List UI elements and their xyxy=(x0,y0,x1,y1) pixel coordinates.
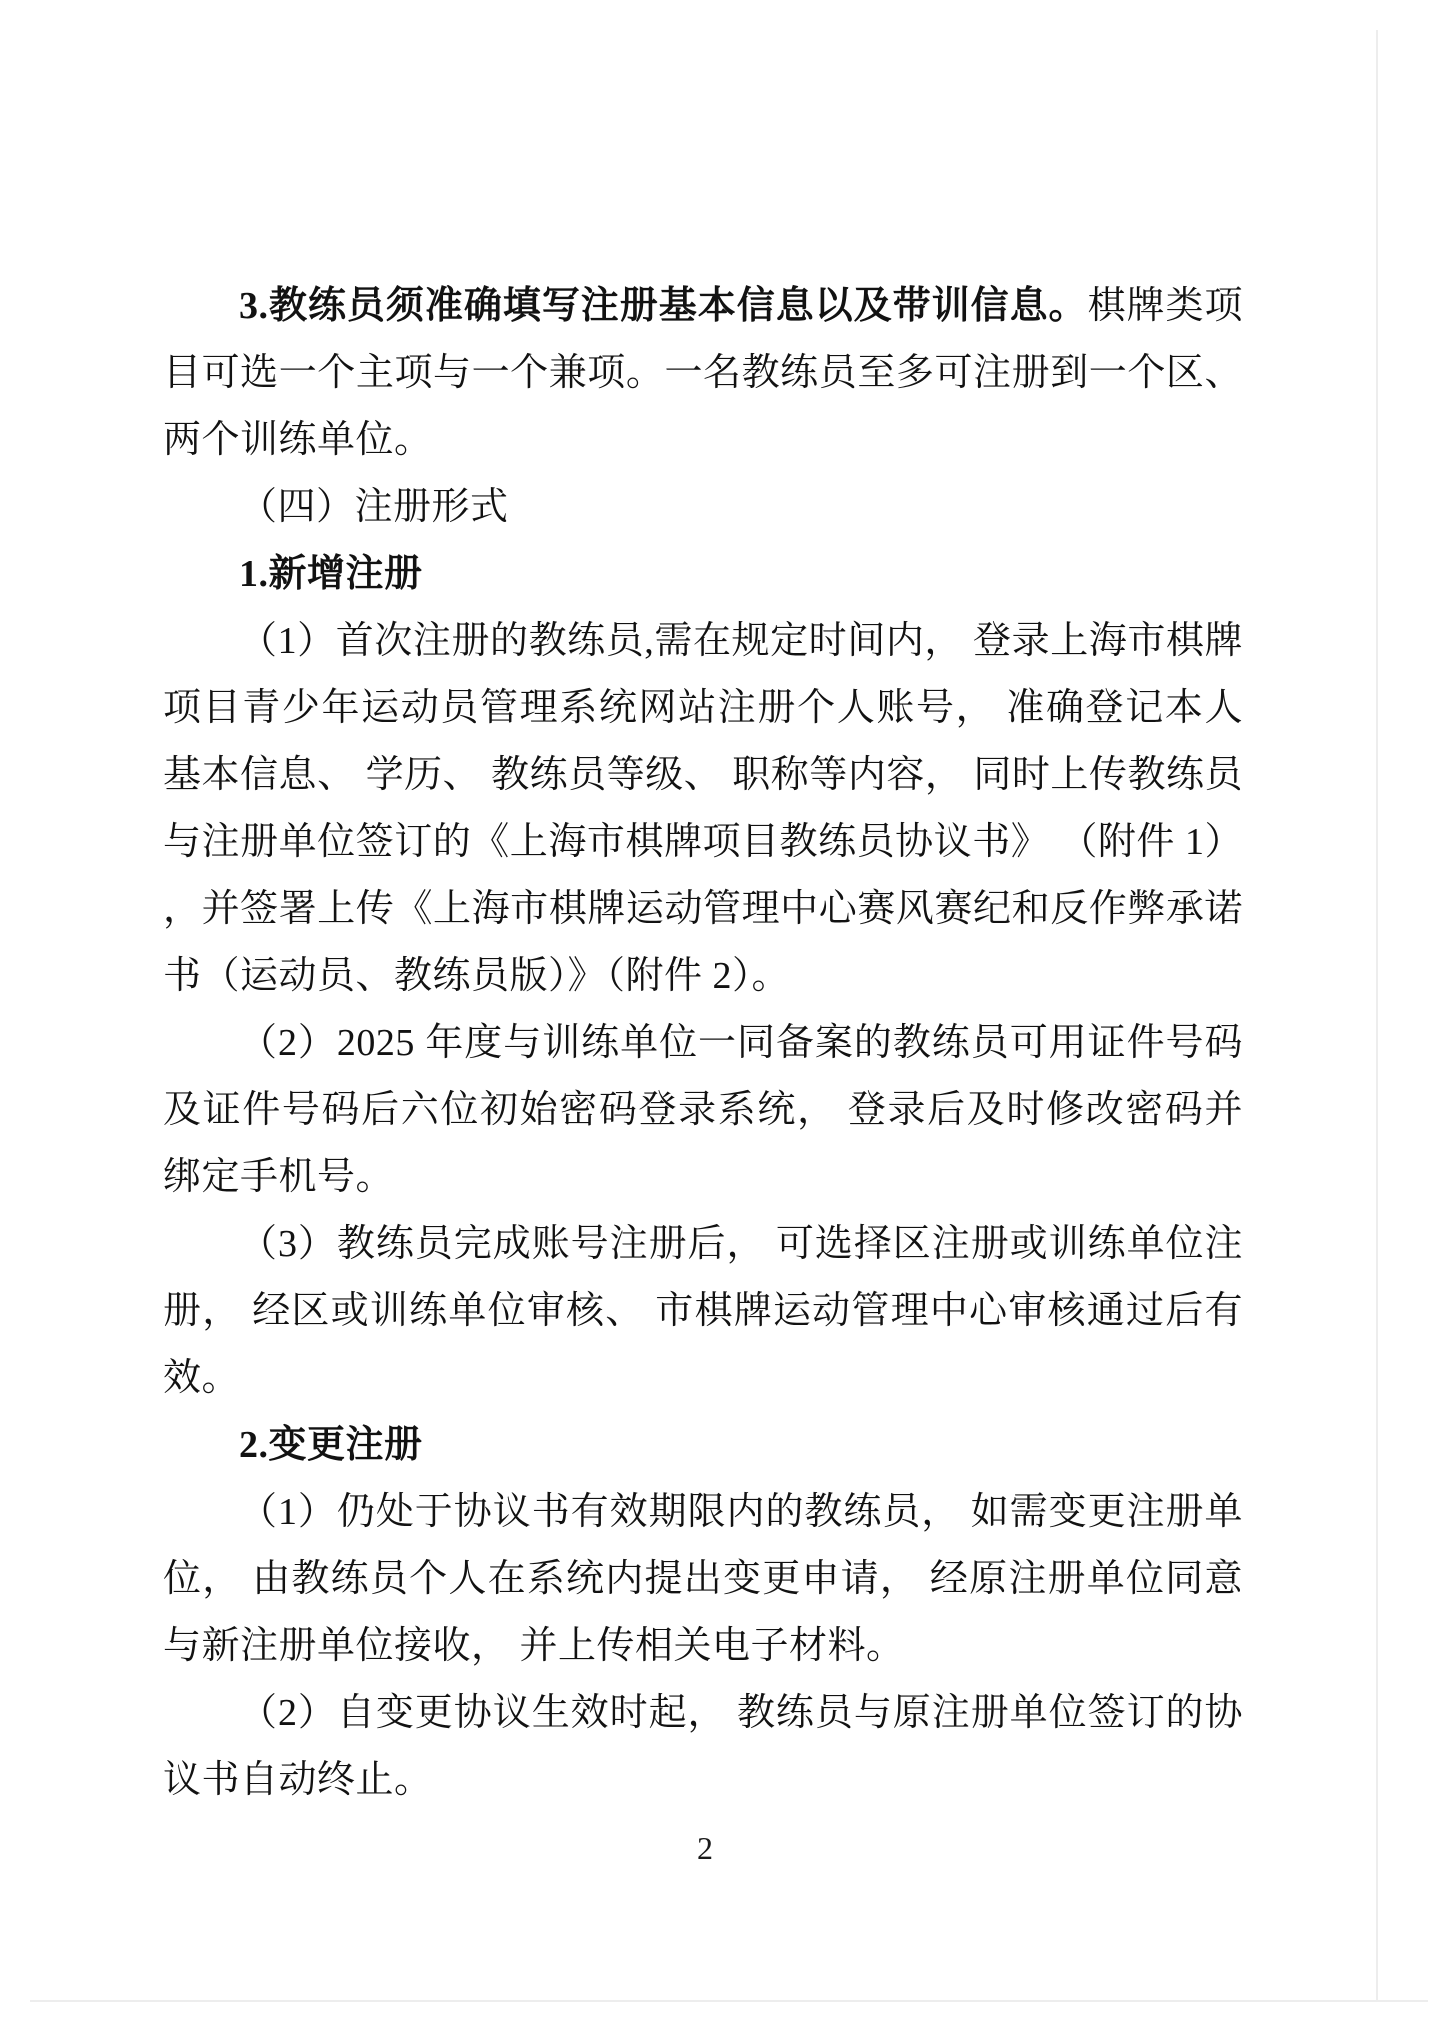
page-number: 2 xyxy=(697,1830,713,1866)
text-run: 1.新增注册 xyxy=(239,553,423,595)
text-run: （四）注册形式 xyxy=(239,486,509,528)
text-run: 棋牌类项目可选一个主项与一个兼项。一名教练员至多可注册到一个区、两个训练单位。 xyxy=(163,285,1243,461)
text-run: 3.教练员须准确填写注册基本信息以及带训信息。 xyxy=(239,285,1088,327)
para-1-change-request xyxy=(163,1479,1243,1680)
para-3-account-registration-complete xyxy=(163,1211,1243,1412)
heading-1-new-registration xyxy=(163,541,1243,608)
text-run: （2）自变更协议生效时起， 教练员与原注册单位签订的协议书自动终止。 xyxy=(163,1692,1243,1801)
scan-artifact-horizontal-line xyxy=(30,2000,1428,2002)
text-run: 2.变更注册 xyxy=(239,1424,423,1466)
text-run: （2）2025 年度与训练单位一同备案的教练员可用证件号码及证件号码后六位初始密码登录系统， 登录后及时修改密码并绑定手机号。 xyxy=(163,1022,1243,1198)
para-2-agreement-auto-termination xyxy=(163,1680,1243,1814)
text-run: （3）教练员完成账号注册后， 可选择区注册或训练单位注册， 经区或训练单位审核、 市棋牌运动管理中心审核通过后有效。 xyxy=(163,1223,1243,1399)
heading-section-4-registration-form xyxy=(163,474,1243,541)
text-run: （1）首次注册的教练员,需在规定时间内， 登录上海市棋牌项目青少年运动员管理系统网站注册个人账号， 准确登记本人基本信息、 学历、 教练员等级、 职称等内容， 同时上传教练员与注册单位签订的《上海市棋牌项目教练员协议书》 （附件 1） ，并签署上传《上海市棋牌运动管理中心赛风赛纪和反作弊承诺书（运动员、教练员版）》（附件 2）。 xyxy=(163,620,1243,997)
para-2-2025-filed-coaches xyxy=(163,1010,1243,1211)
heading-2-change-registration xyxy=(163,1412,1243,1479)
document-body xyxy=(163,273,1243,1814)
text-run: （1）仍处于协议书有效期限内的教练员， 如需变更注册单位， 由教练员个人在系统内提出变更申请， 经原注册单位同意与新注册单位接收， 并上传相关电子材料。 xyxy=(163,1491,1243,1667)
para-coach-must-fill-info xyxy=(163,273,1243,474)
para-1-first-time-registration xyxy=(163,608,1243,1010)
scan-artifact-vertical-line xyxy=(1376,30,1378,2000)
